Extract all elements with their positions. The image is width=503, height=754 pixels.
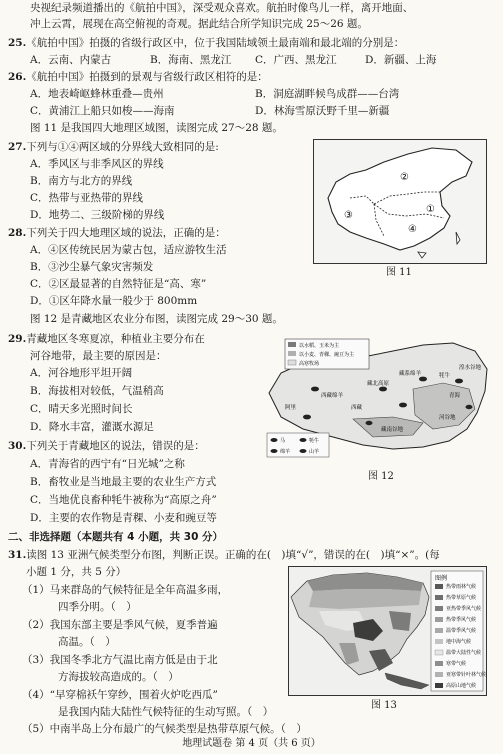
q25-stem: [8, 37, 404, 51]
legend-swatch-climate: [435, 650, 443, 655]
figure-13-map: [288, 566, 487, 696]
malay-archipelago: [385, 673, 429, 689]
legend-swatch-climate: [435, 628, 443, 633]
fig12-legend-3: 高寒牧场: [299, 361, 320, 367]
q30-number: 30.: [8, 440, 27, 452]
q30-option-b: B．畜牧业是当地最主要的农业生产方式: [30, 476, 217, 488]
figure-12-map: [263, 333, 495, 461]
fig12-legend-1: 以水稻、玉米为主: [299, 343, 340, 349]
q27-number: 27.: [8, 141, 27, 153]
q25-option-d: D．新疆、上海: [365, 54, 437, 66]
q31-stem-1: [8, 549, 440, 563]
q29-number: 29.: [8, 333, 27, 345]
q25-option-c: C．广西、黑龙江: [255, 54, 337, 66]
q26-option-a: A．地表崎岖蜂林重叠—贵州: [30, 88, 164, 100]
q29-stem-1: [8, 333, 205, 347]
animal-legend-sheep-symbol: [271, 449, 278, 453]
animal-legend-2: 牦牛: [309, 438, 320, 444]
q29-stem-2: 河谷地带，最主要的原因是：: [30, 350, 167, 362]
legend-swatch-climate: [435, 617, 443, 622]
fig13-legend-1: 热带雨林气候: [446, 584, 477, 590]
taiwan-island: [456, 232, 460, 244]
q28-option-c: C．②区最显著的自然特征是“高、寒”: [30, 278, 207, 290]
place-label-yak: 牦牛: [439, 373, 451, 379]
intro-line-2: 冲上云霄，展现在高空俯视的奇观。据此结合所学知识完成 25～26 题。: [30, 18, 368, 30]
region-label-2: ②: [400, 172, 409, 183]
q31-item-1a: （1）马来群岛的气候特征是全年高温多雨，: [22, 584, 229, 596]
fig13-legend-5: 温带季风气候: [446, 628, 477, 634]
legend-swatch-wheat: [288, 351, 296, 356]
q31-item-2a: （2）我国东部主要是季风气候，夏季普遍: [22, 619, 218, 631]
animal-legend-goat-symbol: [300, 449, 307, 453]
q31-item-1b: 四季分明。（ ）: [58, 601, 137, 613]
fig12-legend-2: 以小麦、青稞、豌豆为主: [299, 352, 355, 358]
legend-swatch-climate: [435, 595, 443, 600]
intro-line-1: 央视纪录频道播出的《航拍中国》，深受观众喜欢。航拍时像鸟儿一样，离开地面、: [30, 2, 414, 14]
region-label-4: ④: [408, 224, 417, 235]
q31-item-4b: 是我国内陆大陆性气候特征的生动写照。（ ）: [58, 706, 274, 718]
q26-text: 《航拍中国》拍摄到的景观与省级行政区相符的是：: [26, 71, 268, 83]
legend-swatch-climate: [435, 584, 443, 589]
q31-item-2b: 高温。（ ）: [58, 636, 116, 648]
region-label-3: ③: [344, 210, 353, 221]
q28-text: 下列关于四大地理区域的说法，正确的是：: [26, 227, 226, 239]
fig13-legend-3: 亚热带季风气候: [446, 606, 482, 612]
q31-stem-2: 小题 1 分，共 5 分）: [26, 566, 127, 578]
figure-13-caption: 图 13: [371, 700, 397, 711]
region-label-1: ①: [426, 204, 435, 215]
fig13-legend-2: 热带草原气候: [446, 595, 477, 601]
q25-option-a: A．云南、内蒙古: [30, 54, 112, 66]
fig12-animal-legend-box: [267, 433, 329, 457]
q28-stem: [8, 227, 226, 241]
q31-text: 读图 13 亚洲气候类型分布图，判断正误。正确的在( )填“√”，错误的在( )填“×”。(每: [26, 549, 440, 561]
place-label-zangbei: 藏北高原: [367, 381, 390, 387]
q27-option-a: A．季风区与非季风区的界线: [30, 158, 164, 170]
q29-option-b: B．海拔相对较低，气温稍高: [30, 385, 164, 397]
figure-12-caption: 图 12: [368, 471, 394, 482]
qinghai-tibet-svg: [263, 333, 495, 461]
q26-stem: [8, 71, 268, 85]
place-label-valley: 河谷地: [439, 415, 456, 421]
legend-swatch-climate: [435, 661, 443, 666]
place-label-ali: 阿里: [285, 405, 297, 411]
q25-option-b: B．海南、黑龙江: [150, 54, 232, 66]
page-footer: 地理试题卷 第 4 页（共 6 页）: [182, 738, 321, 749]
legend-swatch-climate: [435, 672, 443, 677]
legend-swatch-pasture: [288, 360, 296, 365]
legend-swatch-climate: [435, 683, 443, 688]
q31-item-5: （5）中南半岛上分布最广的气候类型是热带草原气候。（ ）: [22, 723, 307, 735]
q27-option-d: D．地势二、三级阶梯的界线: [30, 209, 165, 221]
q26-option-d: D．林海雪原沃野千里—新疆: [255, 105, 390, 117]
q28-option-d: D．①区年降水量一般少于 800mm: [30, 295, 198, 307]
animal-legend-1: 马: [280, 438, 286, 444]
hainan-island: [418, 252, 426, 258]
fig13-legend-8: 寒带气候: [446, 661, 467, 667]
animal-legend-horse-symbol: [271, 438, 278, 442]
asia-climate-svg: [289, 567, 486, 695]
figure-11-caption: 图 11: [386, 267, 412, 278]
place-label-zangnan: 藏南谷地: [381, 427, 404, 433]
cold-zone: [307, 573, 423, 591]
q29-option-a: A．河谷地形平坦开阔: [30, 367, 133, 379]
q25-text: 《航拍中国》拍摄的省级行政区中，位于我国陆域领土最南端和最北端的分别是：: [26, 37, 405, 49]
place-label-xizang-sheep: 西藏绵羊: [321, 393, 344, 399]
fig11-intro: 图 11 是我国四大地理区域图，读图完成 27～28 题。: [30, 122, 283, 134]
q30-option-d: D．主要的农作物是青稞、小麦和豌豆等: [30, 512, 217, 524]
fig13-legend-7: 温带大陆性气候: [446, 650, 482, 656]
q28-option-b: B．③沙尘暴气象灾害频发: [30, 261, 154, 273]
place-label-zangxi-sheep: 藏系绵羊: [399, 371, 422, 377]
fig12-intro: 图 12 是青藏地区农业分布图，读图完成 29～30 题。: [30, 313, 283, 325]
q28-option-a: A．④区传统民居为蒙古包，适应游牧生活: [30, 244, 227, 256]
animal-legend-4: 山羊: [309, 449, 320, 455]
q28-number: 28.: [8, 227, 27, 239]
q31-item-3a: （3）我国冬季北方气温比南方低是由于北: [22, 654, 218, 666]
q29-option-d: D．降水丰富，灌溉水源足: [30, 421, 154, 433]
animal-legend-3: 绵羊: [280, 449, 291, 455]
q29-text: 青藏地区冬寒夏凉，种植业主要分布在: [26, 333, 205, 345]
legend-swatch-climate: [435, 606, 443, 611]
fig13-legend-10: 高原山地气候: [446, 683, 477, 689]
q31-item-4a: （4）“早穿棉袄午穿纱，围着火炉吃西瓜”: [22, 689, 218, 701]
place-label-xizang: 西藏: [351, 405, 363, 411]
animal-legend-yak-symbol: [300, 438, 307, 442]
q30-stem: [8, 440, 205, 454]
fig13-legend-6: 地中海气候: [446, 639, 472, 645]
china-outline: [328, 148, 472, 250]
legend-swatch-rice: [288, 342, 296, 347]
q27-option-c: C．热带与亚热带的界线: [30, 192, 144, 204]
q27-option-b: B．南方与北方的界线: [30, 175, 133, 187]
legend-swatch-climate: [435, 639, 443, 644]
fig13-legend-4: 热带季风气候: [446, 617, 477, 623]
q27-text: 下列与①④两区域的分界线大致相同的是:: [26, 141, 219, 153]
q27-stem: [8, 141, 219, 155]
q31-item-3b: 方海拔较高造成的。（ ）: [58, 671, 179, 683]
china-regions-svg: [314, 140, 486, 263]
fig13-legend-title: 图例: [435, 575, 448, 582]
q26-option-c: C．黄浦江上船只如梭——海南: [30, 105, 175, 117]
section-2-title: 二、非选择题（本题共有 4 小题，共 30 分）: [8, 531, 224, 543]
place-label-huangshui: 湟水谷地: [459, 365, 482, 371]
q26-number: 26.: [8, 71, 27, 83]
figure-11-map: [313, 139, 487, 264]
q25-number: 25.: [8, 37, 27, 49]
q31-number: 31.: [8, 549, 27, 561]
q29-option-c: C．晴天多光照时间长: [30, 403, 133, 415]
fig13-legend-9: 亚寒带针叶林气候: [446, 672, 486, 678]
q30-option-c: C．当地优良畜种牦牛被称为“高原之舟”: [30, 494, 217, 506]
q26-option-b: B．洞庭湖畔候鸟成群——台湾: [255, 88, 400, 100]
place-label-qinghai: 青海: [449, 393, 461, 399]
q30-text: 下列关于青藏地区的说法，错误的是：: [26, 440, 205, 452]
q30-option-a: A．青海省的西宁有“日光城”之称: [30, 458, 185, 470]
